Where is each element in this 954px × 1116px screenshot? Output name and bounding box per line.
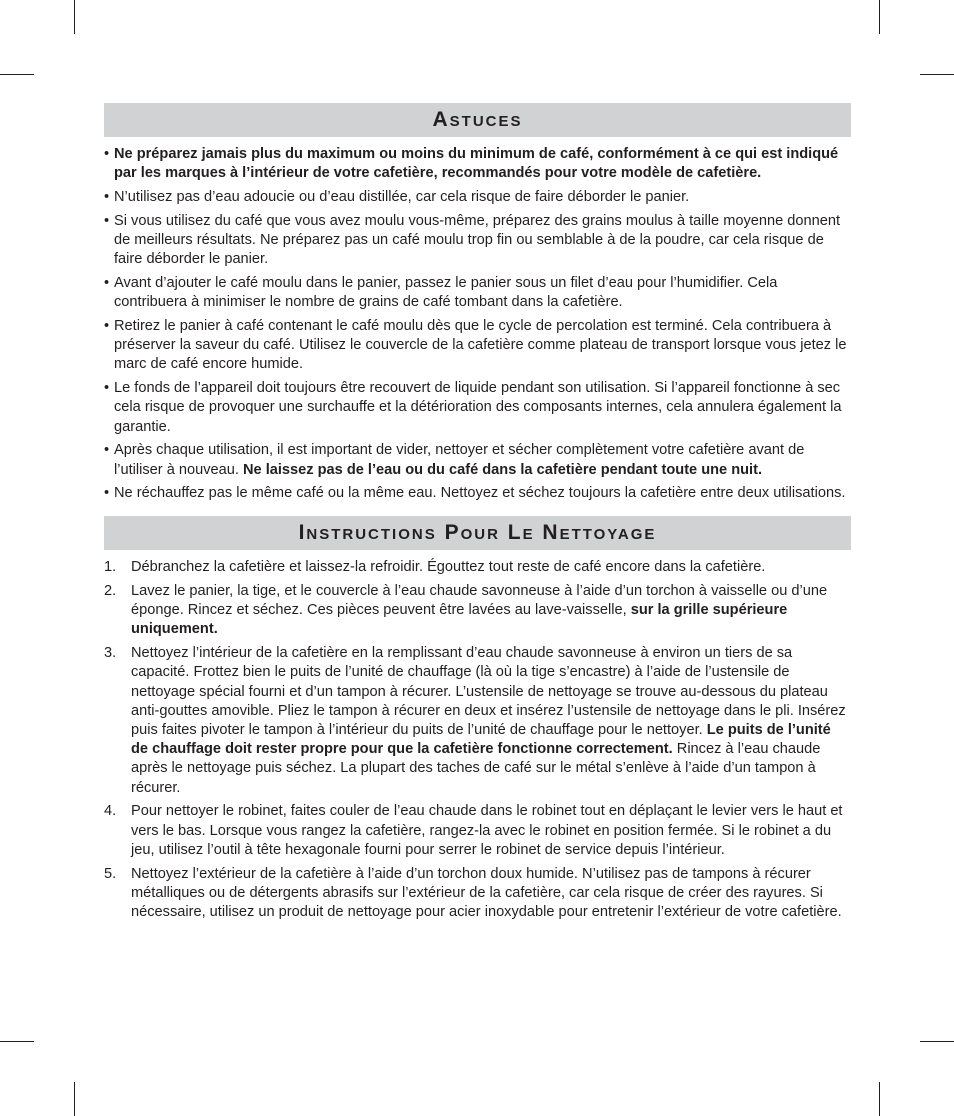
crop-mark	[74, 1082, 75, 1116]
bold-text: sur la grille supérieure uniquement.	[131, 602, 788, 638]
crop-mark	[0, 1041, 34, 1042]
item-text: N’utilisez pas d’eau adoucie ou d’eau distillée, car cela risque de faire déborder le panier.	[114, 189, 690, 205]
list-item	[104, 317, 851, 375]
page-content	[104, 103, 851, 927]
step-text: Nettoyez l’intérieur de la cafetière en la remplissant d’eau chaude savonneuse à environ un tiers de sa capacité. Frottez bien le puits de l’unité de chauffage (là où la tige s’encastre) à l’aide de l’ustensile de nettoyage spécial fourni et d’un tampon à récurer. L’ustensile de nettoyage se trouve au-dessous du plateau anti-gouttes amovible. Pliez le tampon à récurer en deux et insérez l’ustensile de nettoyage dans le pli. Insérez puis faites pivoter le tampon à l’intérieur du puits de l’unité de chauffage pour le nettoyer.	[131, 645, 846, 739]
step-item	[104, 558, 851, 577]
step-text: Débranchez la cafetière et laissez-la refroidir. Égouttez tout reste de café encore dans la cafetière.	[131, 559, 766, 576]
step-item	[104, 865, 851, 923]
tips-heading: Astuces	[104, 103, 851, 137]
list-item	[104, 145, 851, 183]
list-item	[104, 379, 851, 437]
cleaning-steps	[104, 558, 851, 922]
step-number: 1.	[104, 559, 117, 576]
crop-mark	[920, 74, 954, 75]
list-item	[104, 274, 851, 312]
list-item	[104, 484, 851, 503]
step-number: 2.	[104, 583, 117, 599]
cleaning-heading: Instructions Pour Le Nettoyage	[104, 516, 851, 550]
crop-mark	[879, 0, 880, 34]
step-number: 3.	[104, 645, 117, 662]
item-text: Si vous utilisez du café que vous avez moulu vous-même, préparez des grains moulus à taille moyenne donnent de meilleurs résultats. Ne préparez pas un café moulu trop fin ou semblable à de la poudre, car cela risque de faire déborder le panier.	[114, 212, 841, 268]
step-text: Lavez le panier, la tige, et le couvercle à l’eau chaude savonneuse à l’aide d’un torchon à vaisselle ou d’une éponge. Rincez et séchez. Ces pièces peuvent être lavées au lave-vaisselle,	[131, 583, 828, 619]
step-item	[104, 582, 851, 640]
crop-mark	[920, 1041, 954, 1042]
step-item	[104, 802, 851, 860]
step-text: Nettoyez l’extérieur de la cafetière à l’aide d’un torchon doux humide. N’utilisez pas de tampons à récurer métalliques ou de détergents abrasifs sur l’extérieur de la cafetière, car cela risque de créer des rayures. Si nécessaire, utilisez un produit de nettoyage pour acier inoxydable pour entretenir l’extérieur de votre cafetière.	[131, 865, 842, 921]
item-text: Retirez le panier à café contenant le café moulu dès que le cycle de percolation est terminé. Cela contribuera à préserver la saveur du café. Utilisez le couvercle de la cafetière comme plateau de transport lorsque vous jetez le marc de café encore humide.	[114, 318, 847, 373]
bold-text: Ne préparez jamais plus du maximum ou moins du minimum de café, conformément à ce qui est indiqué par les marques à l’intérieur de votre cafetière, recommandés pour votre modèle de cafetière.	[114, 146, 839, 182]
crop-mark	[74, 0, 75, 34]
step-text: Pour nettoyer le robinet, faites couler de l’eau chaude dans le robinet tout en déplaçant le levier vers le haut et vers le bas. Lorsque vous rangez la cafetière, rangez-la avec le robinet en position fermée. Si le robinet a du jeu, utilisez l’outil à tête hexagonale fourni pour serrer le robinet de service depuis l’intérieur.	[131, 803, 843, 858]
item-text: Avant d’ajouter le café moulu dans le panier, passez le panier sous un filet d’eau pour l’humidifier. Cela contribuera à minimiser le nombre de grains de café tombant dans la cafetière.	[114, 275, 778, 311]
crop-mark	[0, 74, 34, 75]
crop-mark	[879, 1082, 880, 1116]
item-text: Après chaque utilisation, il est important de vider, nettoyer et sécher complètement votre cafetière avant de l’utiliser à nouveau.	[114, 442, 805, 478]
item-text: Le fonds de l’appareil doit toujours être recouvert de liquide pendant son utilisation. Si l’appareil fonctionne à sec cela risque de provoquer une surchauffe et la détérioration des composants internes, cela annulera également la garantie.	[114, 380, 842, 435]
bold-text: Ne laissez pas de l’eau ou du café dans la cafetière pendant toute une nuit.	[243, 461, 763, 478]
item-text: Ne réchauffez pas le même café ou la même eau. Nettoyez et séchez toujours la cafetière entre deux utilisations.	[114, 485, 846, 502]
bold-text: Le puits de l’unité de chauffage doit rester propre pour que la cafetière fonctionne correctement.	[131, 722, 831, 758]
step-item	[104, 644, 851, 798]
list-item	[104, 212, 851, 270]
tips-list	[104, 145, 851, 504]
list-item	[104, 441, 851, 479]
step-number: 5.	[104, 865, 117, 882]
list-item	[104, 188, 851, 207]
step-number: 4.	[104, 803, 117, 820]
step-text-after: Rincez à l’eau chaude après le nettoyage puis séchez. La plupart des taches de café sur le métal s’enlève à l’aide d’un tampon à récurer.	[131, 741, 821, 796]
